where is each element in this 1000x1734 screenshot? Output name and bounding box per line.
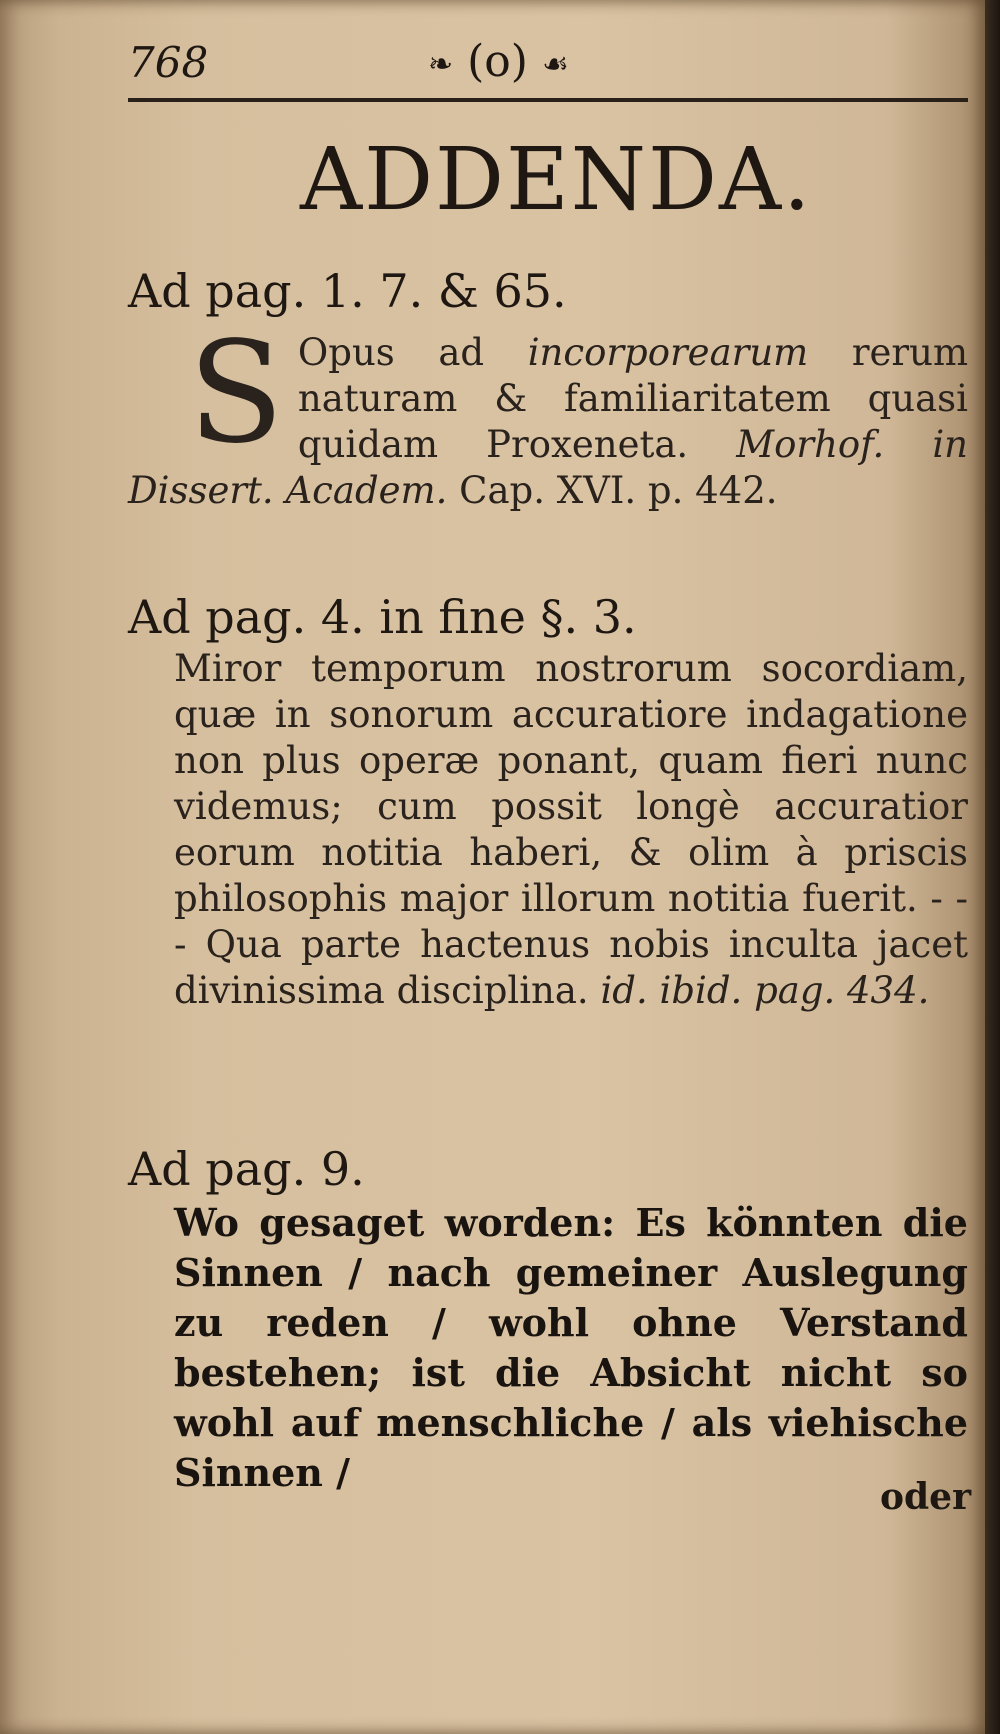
section-heading: Ad pag. 4. in fine §. 3. <box>128 590 637 644</box>
running-head <box>128 38 968 98</box>
ornament-center: (o) <box>467 36 528 87</box>
header-rule <box>128 98 968 102</box>
section-heading: Ad pag. 1. 7. & 65. <box>128 264 567 318</box>
text-run-italic: incorporearum <box>527 331 809 374</box>
section-2 <box>128 588 968 1014</box>
citation-italic: Morhof. in Dissert. Academ. <box>128 423 969 512</box>
text-run: rerum naturam & familiaritatem quasi quidam Proxeneta. <box>297 331 969 466</box>
text-run: Miror temporum nostrorum socordiam, quæ in sonorum accuratiore indagatione non plus operæ ponant, quam fieri nunc videmus; cum possit longè accuratior eorum notitia haberi, & olim à priscis philosophis major illorum notitia fuerit. - - - Qua parte hactenus nobis inculta jacet divinissima disciplina. <box>174 647 968 1012</box>
section-3 <box>128 1140 968 1498</box>
section-1 <box>128 262 968 514</box>
section-text-fraktur: Wo gesaget worden: Es könnten die Sinnen / nach gemeiner Auslegung zu reden / wohl ohne Verstand bestehen; ist die Absicht nicht so wohl auf menschliche / als viehische Sinnen / <box>174 1200 968 1495</box>
citation-ref: Cap. XVI. p. 442. <box>459 469 778 512</box>
catchword: oder <box>880 1476 972 1518</box>
fleuron-right-icon: ☙ <box>541 47 569 82</box>
section-heading: Ad pag. 9. <box>128 1142 365 1196</box>
citation-italic: id. ibid. pag. 434. <box>600 969 930 1012</box>
section-text <box>128 646 968 1014</box>
book-edge <box>985 0 1000 1734</box>
text-run: Opus ad <box>297 331 485 374</box>
page-title: ADDENDA. <box>300 130 813 230</box>
fleuron-left-icon: ❧ <box>428 47 454 82</box>
page-number: 768 <box>128 38 209 87</box>
drop-cap: S <box>188 312 284 475</box>
header-ornament <box>428 36 569 87</box>
section-text <box>128 312 969 514</box>
